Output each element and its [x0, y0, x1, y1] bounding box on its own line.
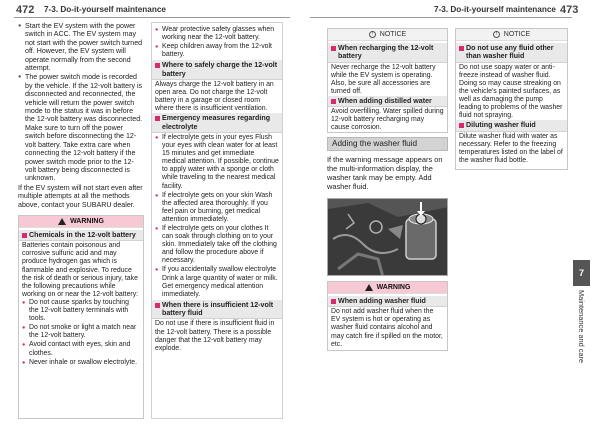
list-item: ● Do not cause sparks by touching the 12-volt battery terminals with tools. [22, 299, 140, 323]
left-header-divider [14, 17, 290, 18]
chapter-tab: 7 [573, 260, 590, 286]
chapter-label: Maintenance and care [576, 290, 586, 364]
list-item: ● Never inhale or swallow electrolyte. [22, 359, 140, 367]
notice-box-recharging [327, 28, 448, 133]
warning-box-battery [18, 215, 144, 419]
section-heading: When adding washer fluid [328, 296, 447, 307]
list-item: ● The power switch mode is recorded by the vehicle. If the 12-volt battery is disconnected and reconnected, the vehicle will return the power switch mode to the status it was in before the 12-volt battery was disconnected. Make sure to turn off the power switch before disconnecting the 12-volt battery. Take extra care when connecting the 12-volt battery if the power switch mode prior to the 12-volt battery being disconnected is unknown. [18, 73, 144, 182]
list-item: ● Do not smoke or light a match near the 12-volt battery. [22, 324, 140, 340]
section-heading: Chemicals in the 12-volt battery [19, 230, 143, 241]
right-header-divider [310, 17, 572, 18]
list-item: ● If electrolyte gets on your clothes It can soak through clothing on to your skin. Immediately take off the clothing and follow the procedure above if necessary. [155, 225, 279, 265]
list-item: ● Avoid contact with eyes, skin and clothes. [22, 341, 140, 357]
warning-triangle-icon [365, 284, 373, 291]
washer-fluid-text: If the warning message appears on the multi-information display, the washer tank may be empty. Add washer fluid. [327, 155, 443, 191]
warning-text: Do not add washer fluid when the EV system is hot or operating as washer fluid contains alcohol and may catch fire if spilled on the motor, etc. [331, 308, 443, 348]
notice-icon: ! [369, 31, 376, 38]
section-heading: Where to safely charge the 12-volt battery [152, 60, 282, 80]
right-section-title: 7-3. Do-it-yourself maintenance [434, 5, 556, 14]
list-item: ● Start the EV system with the power switch in ACC. The EV system may not start with the power switch turned off. However, the EV system will operate normally from the second attempt. [18, 22, 144, 72]
list-item: ● If you accidentally swallow electrolyte Drink a large quantity of water or milk. Get emergency medical attention immediately. [155, 266, 279, 298]
right-page-number: 473 [560, 4, 579, 16]
warning-header: WARNING [19, 216, 143, 228]
warning-box-washer [327, 281, 448, 351]
notice-header: ! NOTICE [456, 29, 567, 41]
section-heading: Emergency measures regarding electrolyte [152, 113, 282, 133]
notice-text: Do not use soapy water or anti-freeze instead of washer fluid. Doing so may cause streaking on the vehicle's painted surfaces, as well as damaging the pump leading to problems of the washer fluid not spraying. [459, 63, 563, 120]
contact-dealer-text: If the EV system will not start even after multiple attempts at all the methods above, contact your SUBARU dealer. [18, 183, 143, 209]
section-heading: When recharging the 12-volt battery [328, 43, 447, 63]
list-item: ● If electrolyte gets on your skin Wash the affected area thoroughly. If you feel pain or burning, get medical attention immediately. [155, 192, 279, 224]
washer-fluid-heading: Adding the washer fluid [327, 137, 448, 151]
list-item: ● Keep children away from the 12-volt battery. [155, 43, 279, 59]
section-heading: Do not use any fluid other than washer fluid [456, 43, 567, 63]
section-heading: Diluting washer fluid [456, 120, 567, 131]
safe-charge-text: Always charge the 12-volt battery in an open area. Do not charge the 12-volt battery in a garage or closed room where there is insufficient ventilation. [155, 80, 274, 113]
list-item: ● Wear protective safety glasses when working near the 12-volt battery. [155, 26, 279, 42]
notice-header: ! NOTICE [328, 29, 447, 41]
notice-text: Avoid overfilling. Water spilled during 12-volt battery recharging may cause corrosion. [331, 108, 444, 132]
section-heading: When there is insufficient 12-volt battery fluid [152, 300, 282, 320]
column-1 [18, 22, 144, 210]
warning-box-continued [151, 22, 283, 419]
notice-box-washer-fluid [455, 28, 568, 170]
warning-text: Batteries contain poisonous and corrosive sulfuric acid and may produce hydrogen gas which is flammable and explosive. To reduce the risk of death or serious injury, take the following precautions while working on or near the 12-volt battery: [22, 242, 139, 298]
section-heading: When adding distilled water [328, 96, 447, 107]
left-page-number: 472 [16, 4, 35, 16]
notice-text: Never recharge the 12-volt battery while the EV system is operating. Also, be sure all accessories are turned off. [331, 63, 436, 95]
engine-bay-drawing [328, 199, 448, 276]
notice-text: Dilute washer fluid with water as necessary. Refer to the freezing temperatures listed on the label of the washer fluid bottle. [459, 132, 563, 164]
insufficient-fluid-text: Do not use if there is insufficient fluid in the 12-volt battery. There is a possible danger that the 12-volt battery may explode. [155, 320, 275, 352]
list-item: ● If electrolyte gets in your eyes Flush your eyes with clean water for at least 15 minutes and get immediate medical attention. If possible, continue to apply water with a sponge or cloth while traveling to the nearest medical facility. [155, 134, 279, 191]
warning-triangle-icon [58, 218, 66, 225]
engine-bay-illustration [327, 198, 448, 276]
left-section-title: 7-3. Do-it-yourself maintenance [44, 5, 166, 14]
notice-icon: ! [493, 31, 500, 38]
warning-header: WARNING [328, 282, 447, 294]
